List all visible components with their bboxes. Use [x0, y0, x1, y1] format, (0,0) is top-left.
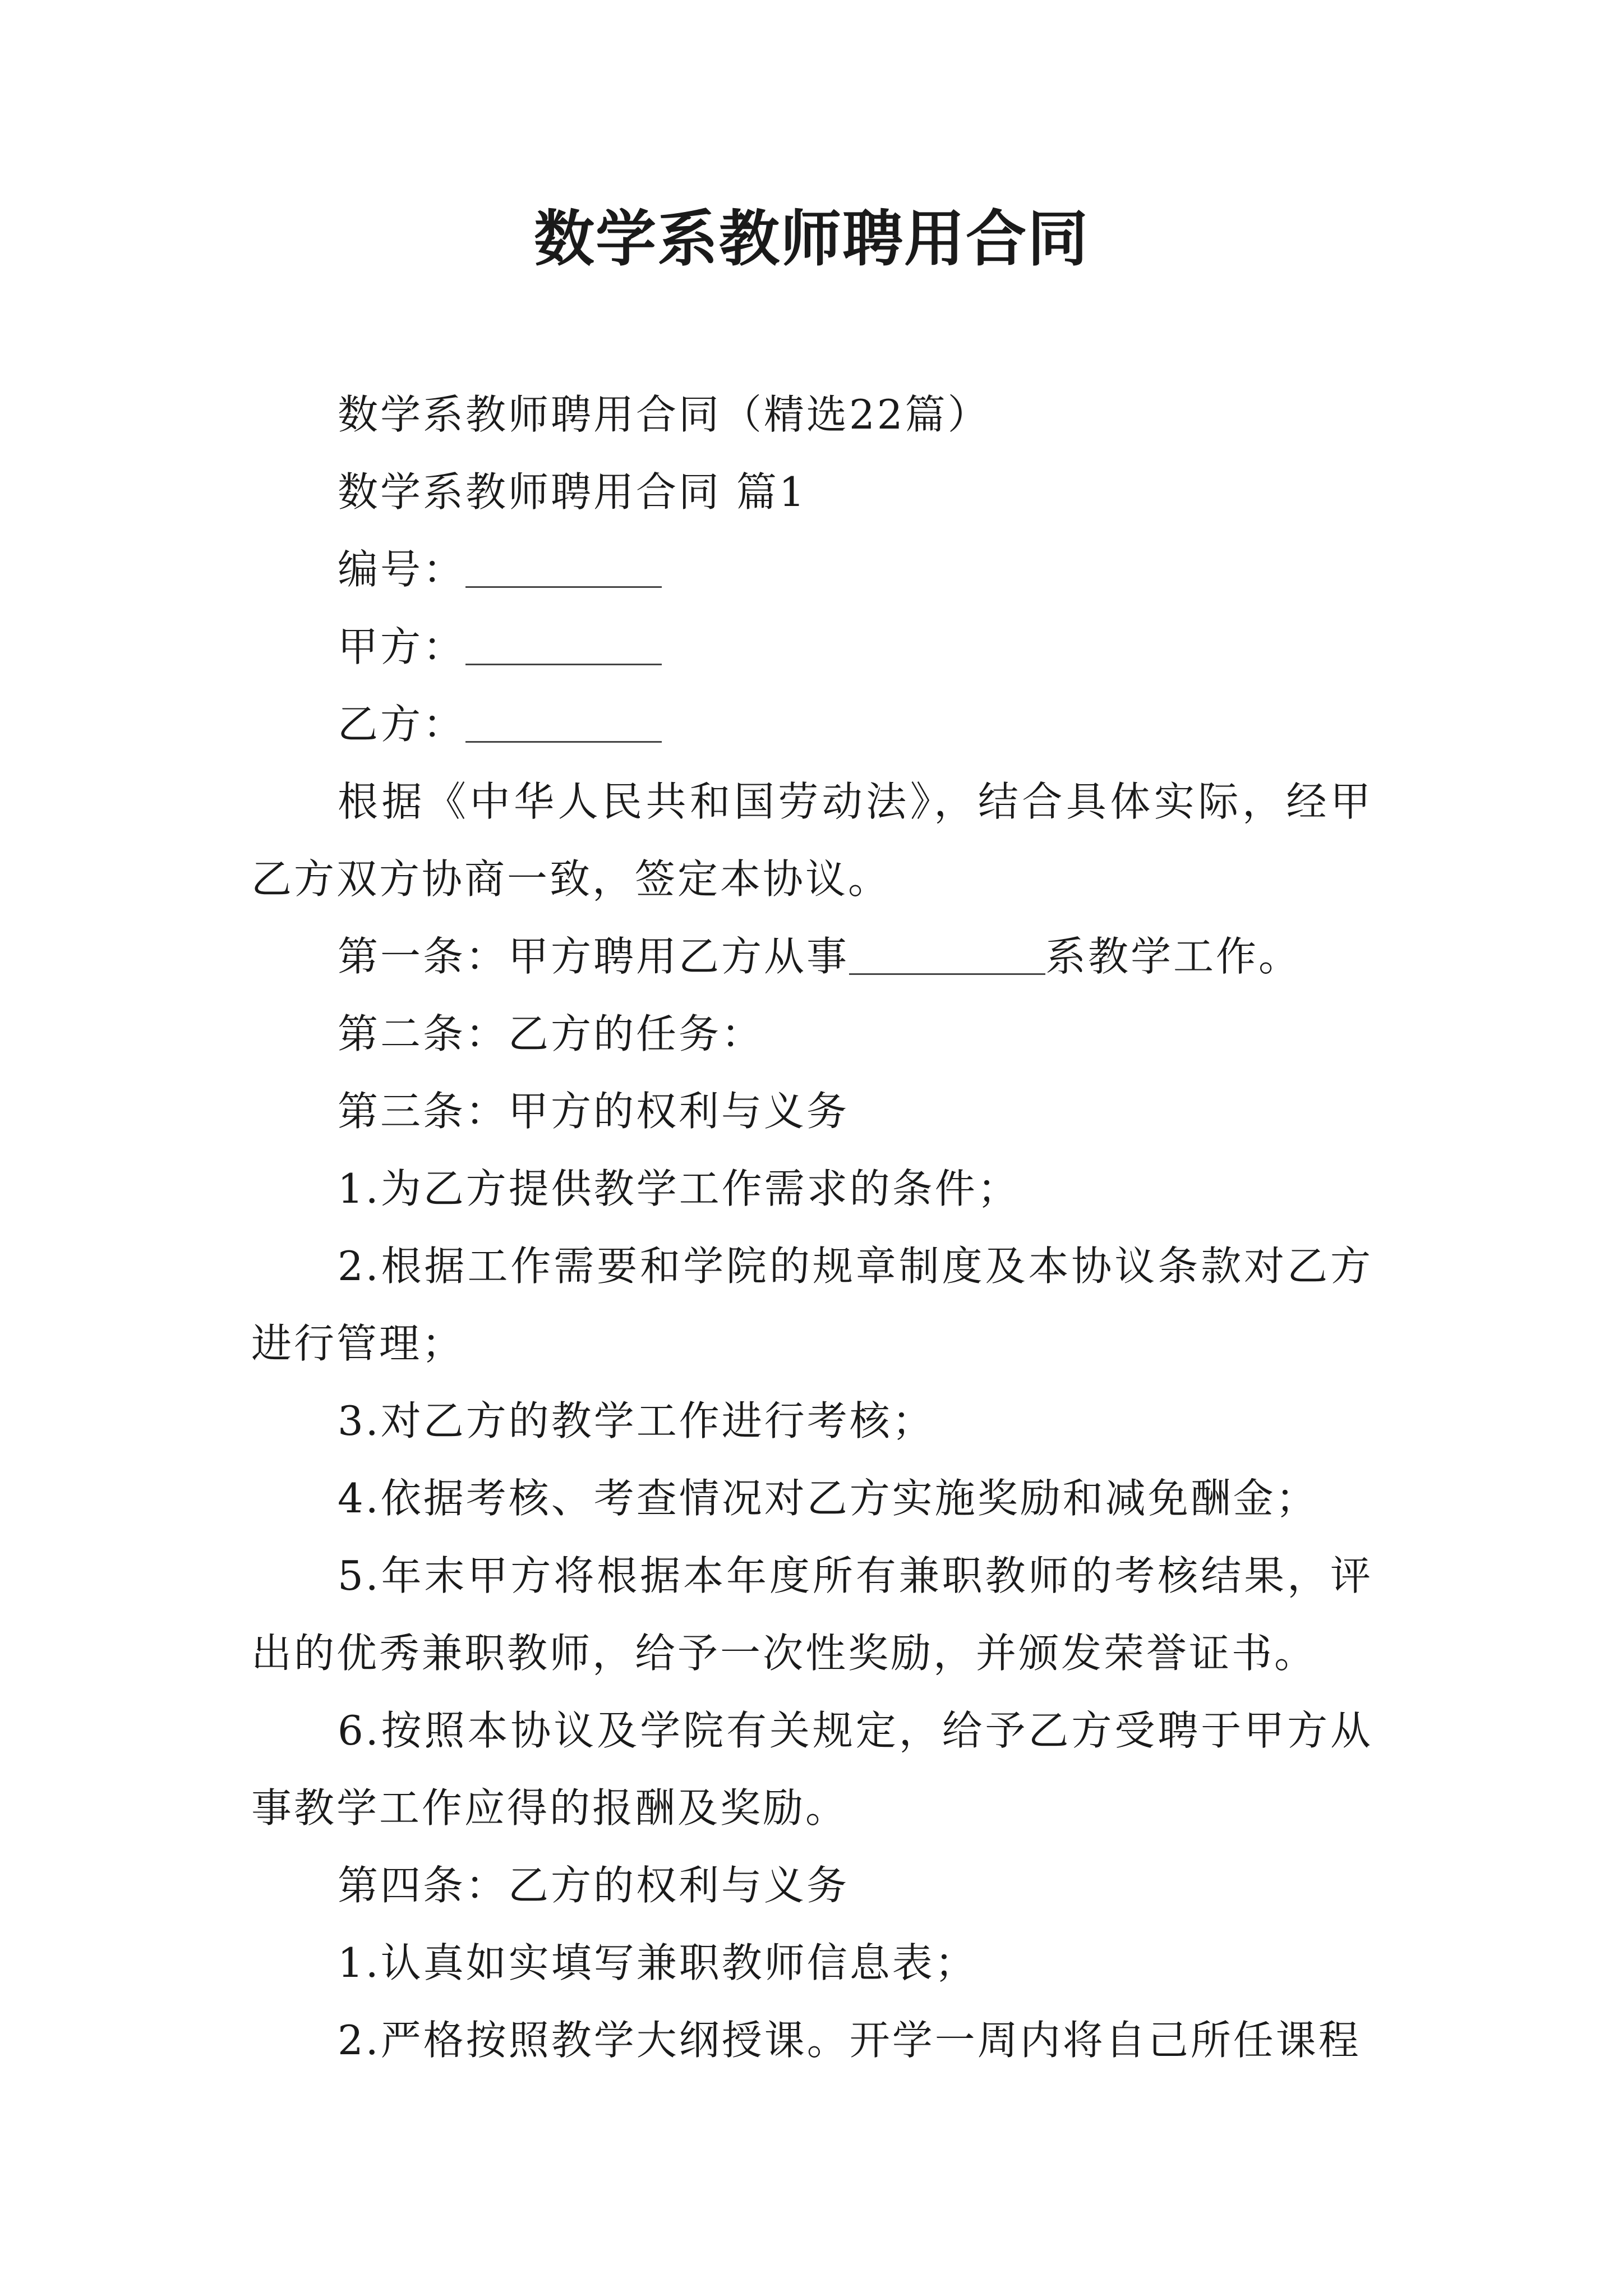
number-blank: [465, 547, 662, 588]
article-1-blank: [849, 934, 1045, 975]
article-1: [251, 918, 1373, 995]
party-b-field: [251, 685, 1373, 763]
party-a-blank: [465, 624, 662, 665]
article-3-item-3: 3.对乙方的教学工作进行考核；: [338, 1397, 935, 1444]
article-1-before: 第一条：甲方聘用乙方从事: [338, 933, 850, 980]
article-4-item-2: 2.严格按照教学大纲授课。开学一周内将自己所任课程: [338, 2017, 1361, 2064]
party-b-label: 乙方：: [338, 701, 466, 748]
document-body: [251, 376, 1373, 2079]
section-heading: 数学系教师聘用合同 篇1: [338, 468, 807, 516]
article-3-item-2: 2.根据工作需要和学院的规章制度及本协议条款对乙方进行管理；: [251, 1243, 1373, 1367]
article-3-item-6: 6.按照本协议及学院有关规定，给予乙方受聘于甲方从事教学工作应得的报酬及奖励。: [251, 1707, 1373, 1832]
party-a-label: 甲方：: [338, 623, 466, 670]
article-3: 第三条：甲方的权利与义务: [338, 1088, 850, 1135]
article-2: 第二条：乙方的任务：: [338, 1010, 764, 1057]
party-a-field: [251, 608, 1373, 685]
article-3-item-4: 4.依据考核、考查情况对乙方实施奖励和减免酬金；: [338, 1475, 1318, 1522]
article-4: 第四条：乙方的权利与义务: [338, 1862, 850, 1909]
intro-paragraph: 根据《中华人民共和国劳动法》，结合具体实际，经甲乙方双方协商一致，签定本协议。: [251, 778, 1373, 903]
document-title: 数学系教师聘用合同: [533, 204, 1089, 274]
subtitle: 数学系教师聘用合同（精选22篇）: [338, 391, 990, 438]
article-3-item-5: 5.年末甲方将根据本年度所有兼职教师的考核结果，评出的优秀兼职教师，给予一次性奖励，并颁发荣誉证书。: [251, 1552, 1373, 1677]
party-b-blank: [465, 702, 662, 743]
number-label: 编号：: [338, 546, 466, 593]
article-4-item-1: 1.认真如实填写兼职教师信息表；: [338, 1939, 978, 1986]
article-1-after: 系教学工作。: [1045, 933, 1302, 980]
number-field: [251, 531, 1373, 608]
article-3-item-1: 1.为乙方提供教学工作需求的条件；: [338, 1165, 1020, 1212]
